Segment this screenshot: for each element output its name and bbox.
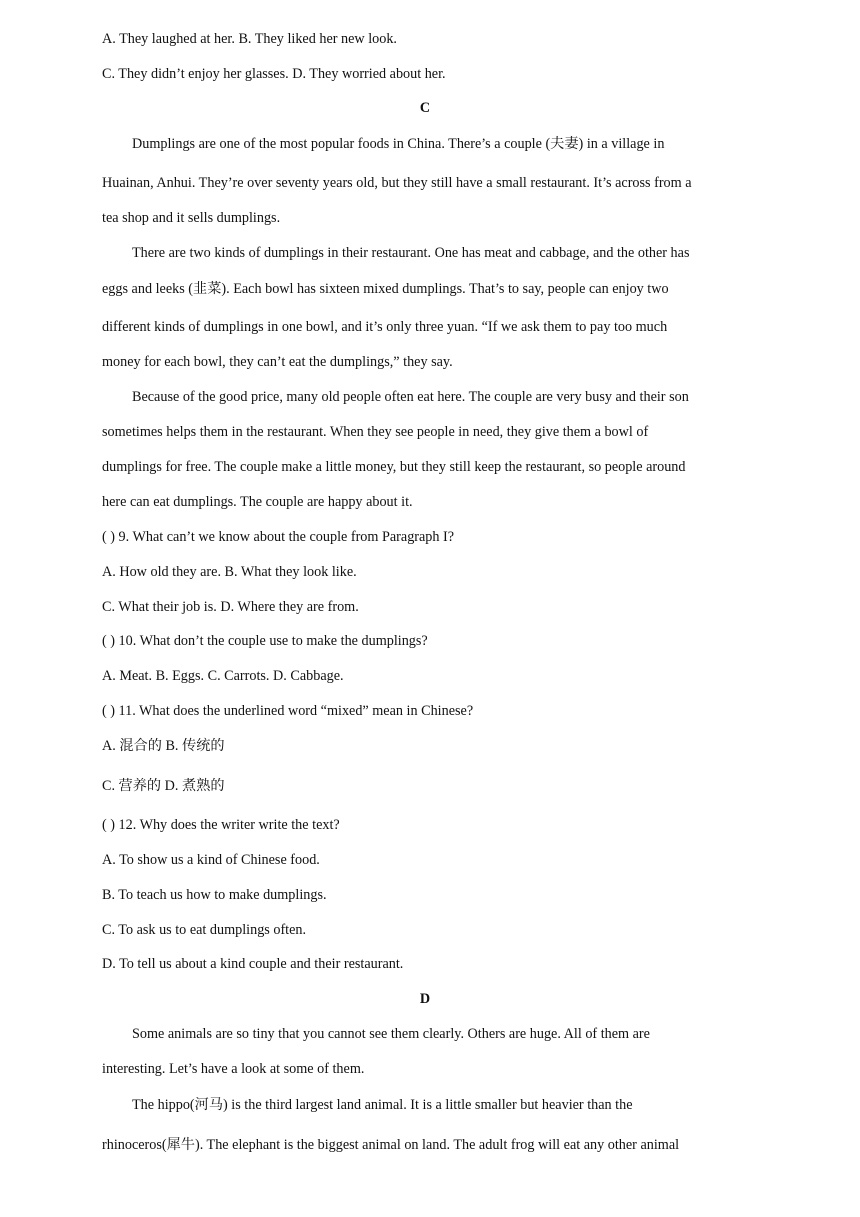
paragraph-line: sometimes helps them in the restaurant. When they see people in need, they give them a bowl of [102, 424, 649, 440]
paragraph-line: different kinds of dumplings in one bowl, and it’s only three yuan. “If we ask them to pay too much [102, 319, 668, 335]
paragraph-line: rhinoceros(犀牛). The elephant is the biggest animal on land. The adult frog will eat any other animal [102, 1137, 680, 1153]
question-line: ( ) 10. What don’t the couple use to make the dumplings? [102, 633, 428, 649]
question-line: ( ) 9. What can’t we know about the couple from Paragraph I? [102, 529, 455, 545]
paragraph-line: tea shop and it sells dumplings. [102, 210, 281, 226]
paragraph-line: money for each bowl, they can’t eat the dumplings,” they say. [102, 354, 453, 370]
question-line: ( ) 12. Why does the writer write the text? [102, 817, 340, 833]
paragraph-line: here can eat dumplings. The couple are happy about it. [102, 494, 413, 510]
section-heading-c: C [419, 100, 431, 116]
option-line: A. 混合的 B. 传统的 [102, 738, 225, 754]
question-line: ( ) 11. What does the underlined word “mixed” mean in Chinese? [102, 703, 474, 719]
paragraph-line: eggs and leeks (韭菜). Each bowl has sixteen mixed dumplings. That’s to say, people can enjoy two [102, 281, 669, 297]
paragraph-line: The hippo(河马) is the third largest land animal. It is a little smaller but heavier than the [132, 1097, 633, 1113]
option-line: A. How old they are. B. What they look like. [102, 564, 357, 580]
paragraph-line: dumplings for free. The couple make a little money, but they still keep the restaurant, so people around [102, 459, 686, 475]
option-line: C. They didn’t enjoy her glasses. D. They worried about her. [102, 66, 446, 82]
section-heading-d: D [419, 991, 431, 1007]
option-line: A. Meat. B. Eggs. C. Carrots. D. Cabbage. [102, 668, 344, 684]
option-line: B. To teach us how to make dumplings. [102, 887, 327, 903]
option-line: C. To ask us to eat dumplings often. [102, 922, 307, 938]
paragraph-line: There are two kinds of dumplings in their restaurant. One has meat and cabbage, and the other has [132, 245, 690, 261]
paragraph-line: Some animals are so tiny that you cannot see them clearly. Others are huge. All of them are [132, 1026, 650, 1042]
option-line: C. What their job is. D. Where they are from. [102, 599, 359, 615]
option-line: D. To tell us about a kind couple and their restaurant. [102, 956, 404, 972]
paragraph-line: Huainan, Anhui. They’re over seventy years old, but they still have a small restaurant. It’s across from a [102, 175, 692, 191]
paragraph-line: interesting. Let’s have a look at some of them. [102, 1061, 365, 1077]
paragraph-line: Because of the good price, many old people often eat here. The couple are very busy and their son [132, 389, 689, 405]
paragraph-line: Dumplings are one of the most popular foods in China. There’s a couple (夫妻) in a village in [132, 136, 665, 152]
option-line: C. 营养的 D. 煮熟的 [102, 778, 225, 794]
option-line: A. To show us a kind of Chinese food. [102, 852, 320, 868]
option-line: A. They laughed at her. B. They liked her new look. [102, 31, 397, 47]
